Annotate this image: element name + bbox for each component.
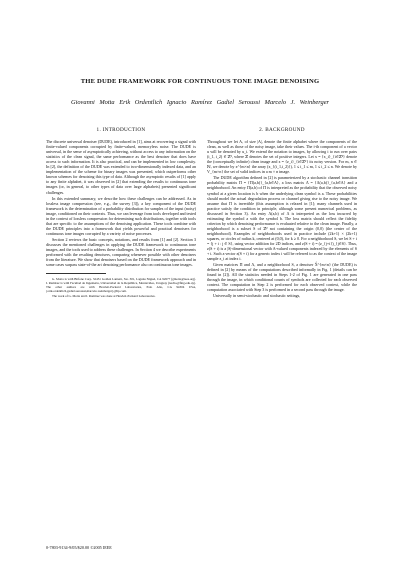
left-column <box>46 128 196 299</box>
paper-title: THE DUDE FRAMEWORK FOR CONTINUOUS TONE IMAGE DENOISING <box>80 78 320 85</box>
right-column <box>207 128 357 300</box>
background-paragraph-4: Universally in semi-stochastic and stochastic settings, <box>213 293 301 299</box>
intro-paragraph-1: The discrete universal denoiser (DUDE), introduced in [1], aims at recovering a signal with finite-valued components corrupted by finite-valued, memoryless noise. The DUDE is universal, in the sense of asymptotically achieving, without access to any information on the statistics of the clean signal, the same performance as the best denoiser that does have access to such information. It is also practical, and can be implemented in low complexity. In [2], the definition of the DUDE was extended to two-dimensionally indexed data, and an implementation of the scheme for binary images was presented, which outperforms other known schemes for denoising this type of data. Although the asymptotic results of [1] apply to any finite alphabet, it was observed in [2] that extending the results to continuous tone images (or, in general, to other types of data over large alphabets) presented significant challenges. <box>46 139 196 195</box>
footnote-work-note: The work of G. Motta and I. Ramírez was done at Hewlett-Packard Laboratories. <box>52 294 156 299</box>
intro-paragraph-3: Section 2 reviews the basic concepts, notations, and results from [1] and [2]. Section 3 discusses the mentioned challenges in applying the DUDE framework to continuous tone images, and the tools used to address these challenges. In Section 4 we describe experiments performed with the resulting denoisers, comparing whenever possible with other denoisers from the literature. We show that denoisers based on the DUDE framework approach and in some cases surpass state-of-the art denoising performance also on continuous tone images. <box>46 236 196 268</box>
background-paragraph-3: Given matrices Π and Λ, and a neighborhood S, a denoiser X̂^{m×n} (the DUDE) is defined in [2] by means of the computations described informally in Fig. 1 (details can be found in [2]). All the statistics needed in Steps 1-2 of Fig. 1 are generated in one pass through the image, in which conditional counts of symbols are collected for each observed context. The computation in Step 2 is performed for each observed context, while the computation associated with Step 3 is performed in a second pass through the image. <box>207 262 357 293</box>
intro-paragraph-2: In this extended summary, we describe how these challenges can be addressed. As in lossless image compression (see, e.g., the survey [3]), a key component of the DUDE framework is the determination of a probability distribution for samples of the input (noisy) image, conditioned on their contexts. Thus, we can leverage from tools developed and tested in the context of lossless compression for determining such distributions, together with tools that are specific to the assumptions of the denoising application. These tools combine with the DUDE principles into a framework that yields powerful and practical denoisers for continuous tone images corrupted by a variety of noise processes. <box>46 195 196 236</box>
background-paragraph-1: Throughout we let A, of size |A|, denote the finite alphabet where the components of the clean, as well as those of the noisy image, take their values. The i-th component of a vector u will be denoted by u_i. We extend the notation to images, by allowing i to run over pairs (i_1, i_2) ∈ ℤ², where ℤ denotes the set of positive integers. Let x = {x_i}_{i∈ℤ²} denote the (conceptually infinite) clean image and z = {z_i}_{i∈ℤ²} its noisy version. For m, n ∈ ℕ, we denote by x^{m×n} the array (x_{(i_1,i_2)}), 1 ≤ i_1 ≤ m, 1 ≤ i_2 ≤ n. We denote by V_{m×n} the set of valid indices in a m × n image. <box>207 139 357 175</box>
footnote-rule <box>46 273 106 274</box>
background-paragraph-2: The DUDE algorithm defined in [2] is parameterized by a stochastic channel transition probability matrix Π = {Π(a,b)}_{a,b∈A}, a loss matrix Λ = {Λ(a,b)}_{a,b∈A} and a neighborhood. An entry Π(a,b) of Π is interpreted as the probability that the observed noisy symbol at a given location is b when the underlying clean symbol is a. These probabilities should model the actual degradation process or channel giving rise to the noisy image. We assume that Π is invertible (this assumption is relaxed in [1]; many channels used in practice satisfy the condition in principle, although some present numerical problems, as discussed in Section 3). An entry Λ(a,b) of Λ is interpreted as the loss incurred by estimating the symbol a with the symbol b. The loss matrix should reflect the fidelity criterion by which denoising performance is evaluated relative to the clean image. Finally, a neighborhood is a subset S of ℤ² not containing the origin (0,0) (the center of the neighborhood). Examples of neighborhoods used in practice include (2k+1) × (2k+1) squares, or circles of radius k, centered at (0,0), for k ≥ 0. For a neighborhood S, we let S + i = {j + i : j ∈ S}, using vector addition for 2D indices, and z(S + i) = (z_{j+i})_{j∈S}. Thus, z(S + i) is a |S|-dimensional vector with A-valued components indexed by the elements of S + i. Such a vector z(S + i) for a generic index i will be referred to as the context of the image sample z_i at index i. <box>207 175 357 262</box>
section-heading-introduction: 1. INTRODUCTION <box>96 127 146 133</box>
section-heading-background: 2. BACKGROUND <box>259 127 305 133</box>
paper-authors: Giovanni Motta Erik Ordentlich Ignacio Ramírez Gadiel Seroussi Marcelo J. Weinberger <box>70 99 330 106</box>
copyright-footer: 0-7803-9134-9/05/$20.00 ©2005 IEEE <box>46 545 112 550</box>
footnote-affiliations: G. Motta is with Bitfone Corp. 32451 Golden Lantern, Ste. 301, Laguna Niguel, CA 92677 (gmotta@ieee.org). I. Ramírez is with Facultad de Ingeniería, Universidad de la República, Montevideo, Uruguay (nacho@fing.edu.uy). The other authors are with Hewlett-Packard Laboratories, Palo Alto, CA 94304 USA, {erik.ordentlich,gadiel.seroussi,marcelo.weinberger}@hp.com. <box>46 277 196 294</box>
